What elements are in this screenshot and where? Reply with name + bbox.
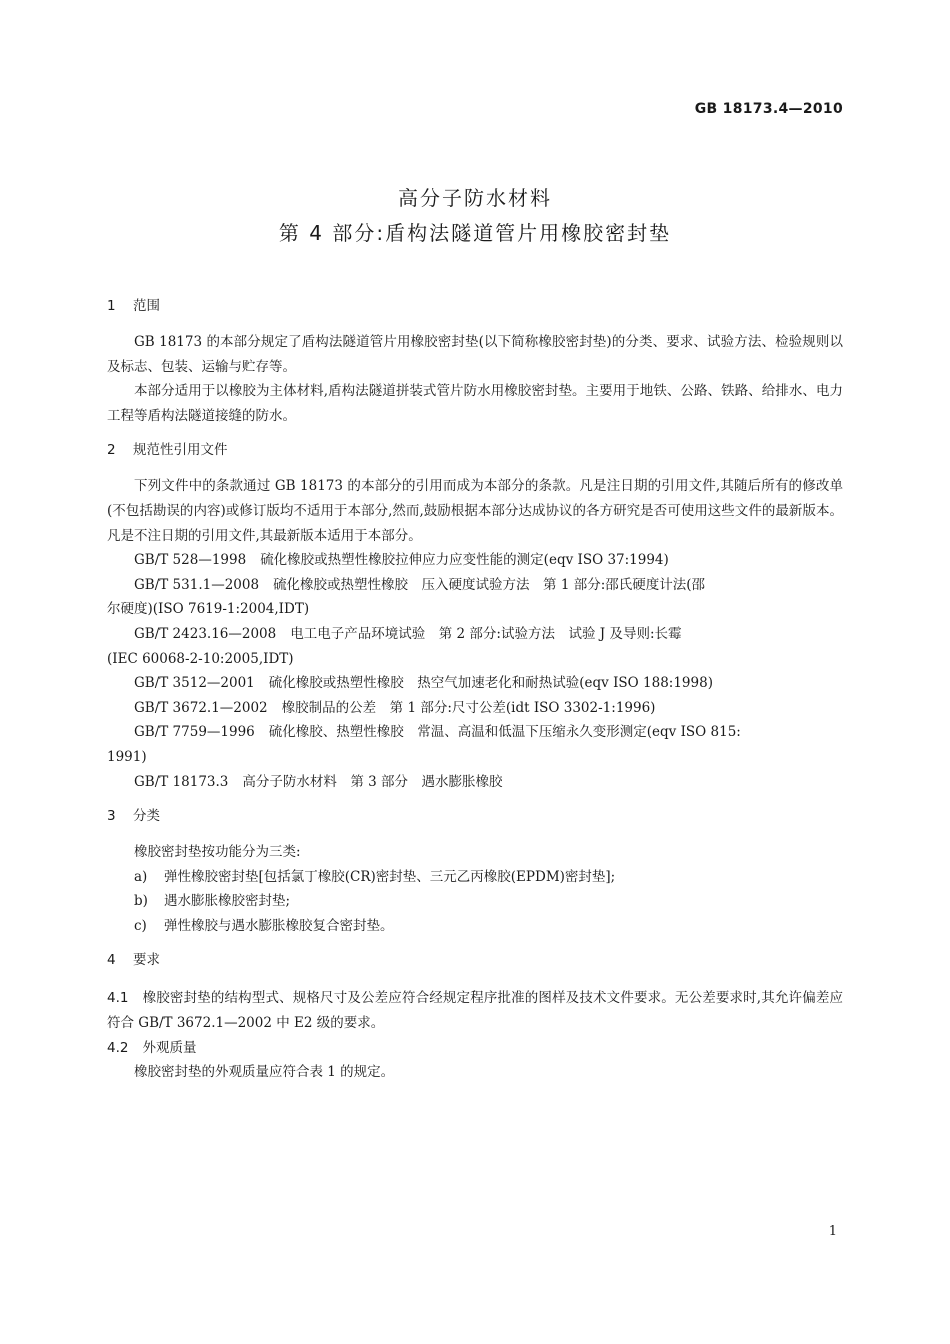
paragraph: 橡胶密封垫按功能分为三类:: [134, 844, 301, 861]
section-number: 4: [107, 952, 116, 969]
reference-item: [107, 720, 843, 745]
clause-number: 4.1: [107, 990, 129, 1007]
clause-title: 外观质量: [142, 1039, 197, 1056]
reference-item: [107, 770, 843, 795]
section-number: 2: [107, 442, 116, 459]
reference-title: 硫化橡胶或热塑性橡胶 热空气加速老化和耐热试验(eqv ISO 188:1998): [268, 675, 713, 692]
section-heading: [107, 294, 843, 318]
list-text: 遇水膨胀橡胶密封垫;: [164, 893, 291, 910]
standard-code: GB 18173.4—2010: [694, 101, 843, 117]
clause-text: 橡胶密封垫的结构型式、规格尺寸及公差应符合经规定程序批准的图样及技术文件要求。无公差要求时,其允许偏差应符合 GB/T 3672.1—2002 中 E2 级的要求。: [107, 990, 843, 1032]
document-title: 高分子防水材料: [398, 186, 552, 210]
reference-continuation: 尔硬度)(ISO 7619-1:2004,IDT): [107, 601, 310, 618]
document-body: [107, 294, 843, 1085]
section-heading: [107, 804, 843, 828]
reference-code: GB/T 528—1998: [134, 552, 247, 569]
reference-title: 电工电子产品环境试验 第 2 部分:试验方法 试验 J 及导则:长霉: [290, 625, 682, 642]
reference-code: GB/T 2423.16—2008: [134, 625, 277, 642]
paragraph: 橡胶密封垫的外观质量应符合表 1 的规定。: [134, 1064, 395, 1081]
reference-item: [107, 573, 843, 598]
reference-title: 橡胶制品的公差 第 1 部分:尺寸公差(idt ISO 3302-1:1996): [281, 699, 656, 716]
reference-continuation: 1991): [107, 748, 147, 765]
reference-code: GB/T 7759—1996: [134, 724, 255, 741]
reference-item: [107, 548, 843, 573]
section-title: 规范性引用文件: [133, 442, 228, 459]
paragraph: GB 18173 的本部分规定了盾构法隧道管片用橡胶密封垫(以下简称橡胶密封垫)的分类、要求、试验方法、检验规则以及标志、包装、运输与贮存等。: [107, 334, 843, 375]
section-title: 分类: [133, 808, 160, 825]
reference-continuation: (IEC 60068-2-10:2005,IDT): [107, 650, 294, 667]
reference-item: [107, 671, 843, 696]
reference-title: 硫化橡胶或热塑性橡胶 压入硬度试验方法 第 1 部分:邵氏硬度计法(邵: [273, 576, 706, 593]
section-heading: [107, 948, 843, 972]
list-item: [107, 889, 843, 914]
document-subtitle: 第 4 部分:盾构法隧道管片用橡胶密封垫: [278, 221, 672, 245]
page-number: 1: [828, 1224, 837, 1239]
reference-title: 硫化橡胶、热塑性橡胶 常温、高温和低温下压缩永久变形测定(eqv ISO 815:: [268, 724, 741, 741]
list-text: 弹性橡胶密封垫[包括氯丁橡胶(CR)密封垫、三元乙丙橡胶(EPDM)密封垫];: [164, 868, 616, 885]
clause-4-1: [107, 986, 843, 1035]
list-item: [107, 865, 843, 890]
section-number: 1: [107, 298, 116, 314]
list-text: 弹性橡胶与遇水膨胀橡胶复合密封垫。: [164, 917, 394, 934]
paragraph: 本部分适用于以橡胶为主体材料,盾构法隧道拼装式管片防水用橡胶密封垫。主要用于地铁、公路、铁路、给排水、电力工程等盾构法隧道接缝的防水。: [107, 383, 843, 424]
list-item: [107, 914, 843, 939]
reference-item: [107, 622, 843, 647]
reference-code: GB/T 3672.1—2002: [134, 699, 268, 716]
clause-number: 4.2: [107, 1039, 129, 1056]
clause-4-2-heading: [107, 1036, 843, 1061]
reference-code: GB/T 531.1—2008: [134, 576, 260, 593]
section-number: 3: [107, 808, 116, 825]
list-marker: c): [134, 917, 147, 934]
section-title: 要求: [133, 952, 160, 969]
list-marker: b): [134, 893, 148, 910]
section-title: 范围: [133, 298, 160, 314]
reference-title: 硫化橡胶或热塑性橡胶拉伸应力应变性能的测定(eqv ISO 37:1994): [260, 552, 669, 569]
section-heading: [107, 438, 843, 462]
paragraph: 下列文件中的条款通过 GB 18173 的本部分的引用而成为本部分的条款。凡是注日期的引用文件,其随后所有的修改单(不包括勘误的内容)或修订版均不适用于本部分,然而,鼓励根据本部分达成协议的各方研究是否可使用这些文件的最新版本。凡是不注日期的引用文件,其最新版本适用于本部分。: [107, 478, 843, 544]
reference-code: GB/T 18173.3: [134, 773, 229, 790]
list-marker: a): [134, 868, 148, 885]
reference-title: 高分子防水材料 第 3 部分 遇水膨胀橡胶: [242, 773, 503, 790]
reference-item: [107, 696, 843, 721]
reference-code: GB/T 3512—2001: [134, 675, 255, 692]
